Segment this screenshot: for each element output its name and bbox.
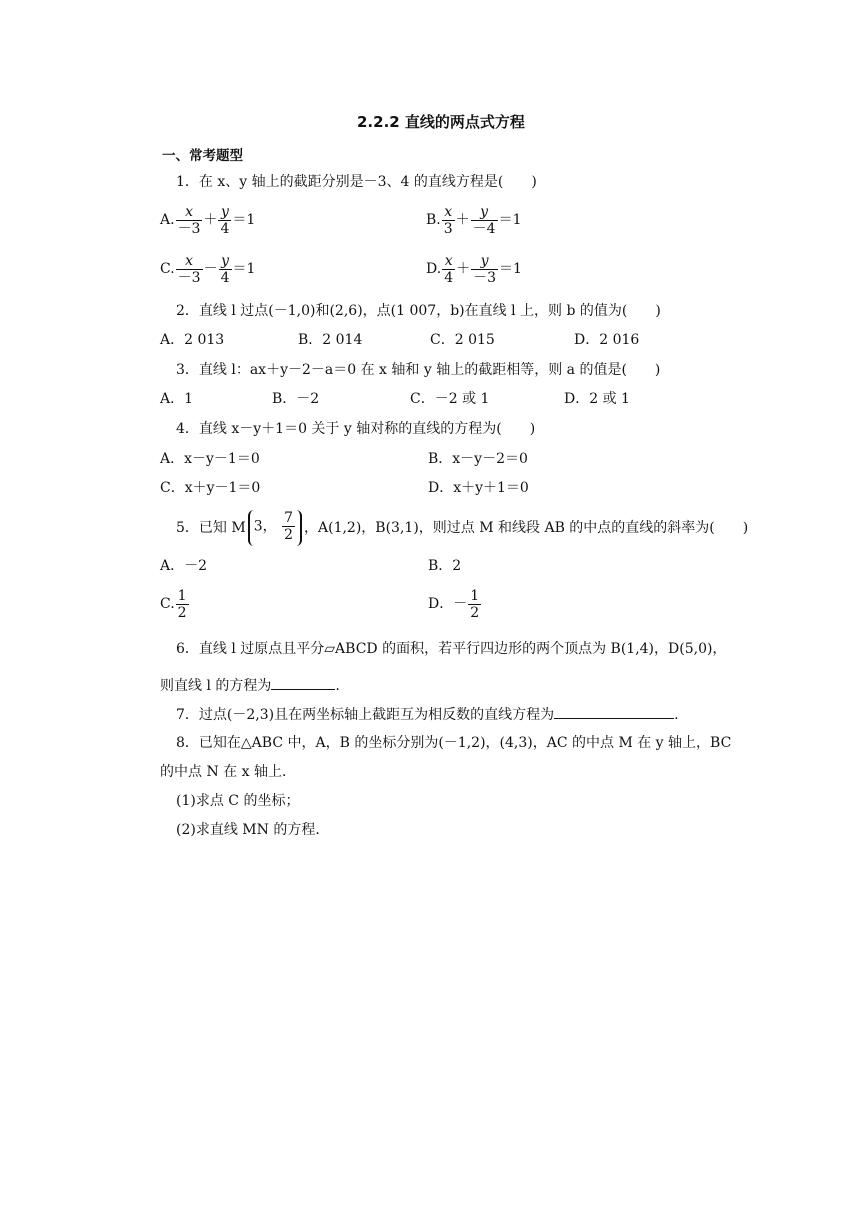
question-8-sub-2: (2)求直线 MN 的方程． — [176, 822, 330, 838]
question-1-option-d: D. $\frac{x}{4}$ ＋ $\frac{y}{-3}$ ＝1 — [426, 252, 522, 286]
question-4-option-d: D．x＋y＋1＝0 — [428, 480, 529, 496]
page-title: 2.2.2 直线的两点式方程 — [357, 113, 525, 131]
question-7-stem: 7．过点(－2,3)且在两坐标轴上截距互为相反数的直线方程为 . — [176, 704, 679, 725]
question-3-stem: 3．直线 l：ax＋y－2－a＝0 在 x 轴和 y 轴上的截距相等，则 a 的值是( ) — [176, 362, 661, 378]
question-2-option-c: C．2 015 — [430, 332, 495, 348]
question-2-option-d: D．2 016 — [574, 332, 640, 348]
question-4-option-c: C．x＋y－1＝0 — [160, 480, 261, 496]
question-3-option-c: C．－2 或 1 — [410, 391, 490, 407]
question-8-line-2: 的中点 N 在 x 轴上． — [160, 764, 296, 780]
question-5-option-c: C. $\frac{1}{2}$ — [160, 587, 187, 621]
question-5-option-b: B．2 — [428, 558, 462, 574]
point-m-coordinates: 3， $\frac{7}{2}$ — [248, 510, 302, 546]
question-3-option-a: A．1 — [160, 391, 194, 407]
question-1-option-b: B. $\frac{x}{3}$ ＋ $\frac{y}{-4}$ ＝1 — [426, 203, 522, 237]
question-6-line-2: 则直线 l 的方程为 . — [160, 675, 340, 696]
question-4-option-a: A．x－y－1＝0 — [160, 451, 260, 467]
question-3-option-b: B．－2 — [272, 391, 320, 407]
question-6-line-1: 6．直线 l 过原点且平分▱ABCD 的面积，若平行四边形的两个顶点为 B(1,4)，D(5,0)， — [176, 641, 727, 657]
question-5-option-d: D．－ $\frac{1}{2}$ — [428, 587, 480, 621]
question-5-option-a: A．－2 — [160, 558, 208, 574]
question-3-option-d: D．2 或 1 — [564, 391, 630, 407]
question-4-stem: 4．直线 x－y＋1＝0 关于 y 轴对称的直线的方程为( ) — [176, 421, 536, 437]
question-2-option-b: B．2 014 — [298, 332, 363, 348]
answer-blank[interactable] — [554, 704, 674, 719]
question-5-stem: 5．已知 M 3， $\frac{7}{2}$ ，A(1,2)，B(3,1)，则过点 M 和线段 AB 的中点的直线的斜率为( ) — [176, 508, 748, 548]
question-4-option-b: B．x－y－2＝0 — [428, 451, 528, 467]
question-2-stem: 2．直线 l 过点(－1,0)和(2,6)，点(1 007，b)在直线 l 上，则 b 的值为( ) — [176, 303, 661, 319]
question-8-line-1: 8．已知在△ABC 中，A，B 的坐标分别为(－1,2)，(4,3)，AC 的中点 M 在 y 轴上，BC — [176, 735, 732, 751]
question-2-option-a: A．2 013 — [160, 332, 225, 348]
section-heading: 一、常考题型 — [162, 148, 243, 164]
question-1-stem: 1．在 x、y 轴上的截距分别是－3、4 的直线方程是( ) — [176, 174, 537, 190]
question-8-sub-1: (1)求点 C 的坐标； — [176, 793, 300, 809]
question-1-option-c: C. $\frac{x}{-3}$ － $\frac{y}{4}$ ＝1 — [160, 252, 256, 286]
answer-blank[interactable] — [271, 675, 335, 690]
question-1-option-a: A. $\frac{x}{-3}$ ＋ $\frac{y}{4}$ ＝1 — [160, 203, 256, 237]
